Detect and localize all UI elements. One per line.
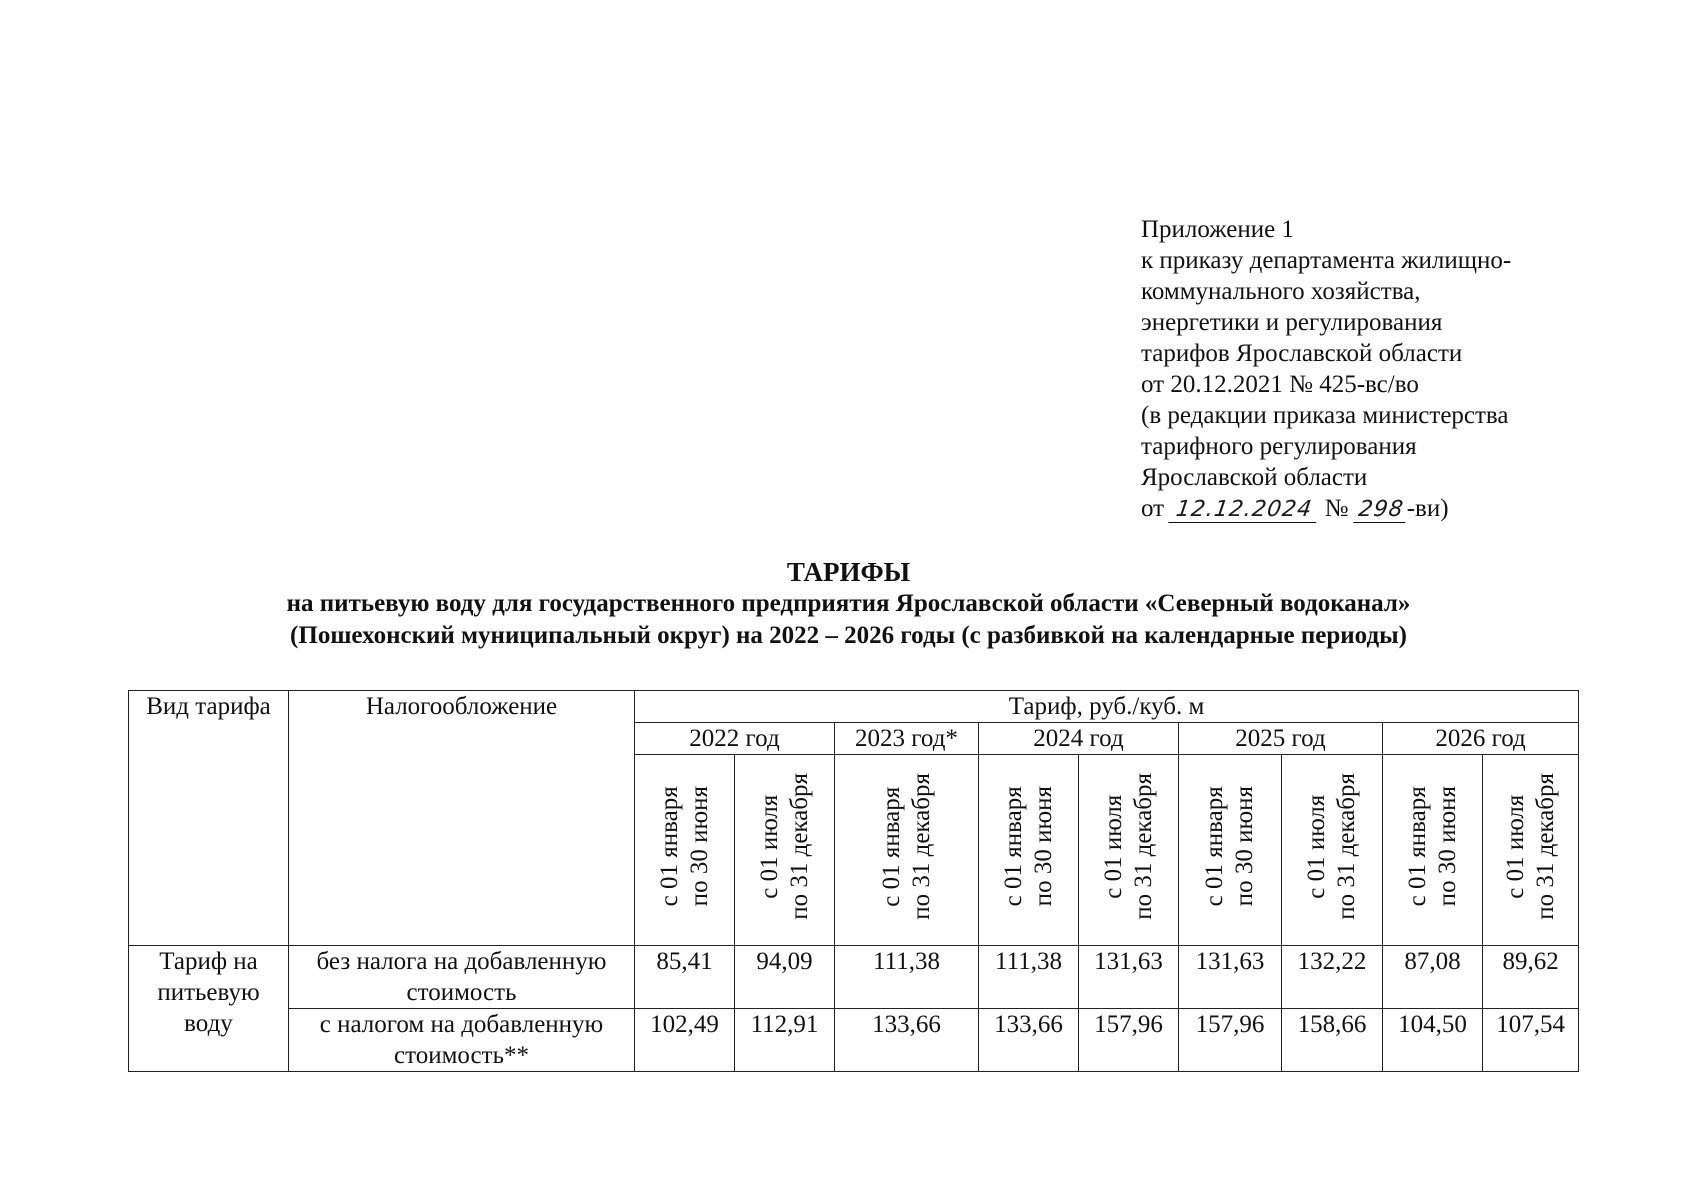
- tariff-value: 94,09: [735, 946, 835, 1009]
- tariff-value: 89,62: [1483, 946, 1579, 1009]
- appendix-line: тарифов Ярославской области: [1141, 340, 1463, 367]
- tariff-value: 87,08: [1383, 946, 1483, 1009]
- tariff-type-cell: Тариф на питьевую воду: [129, 946, 289, 1072]
- period-to: по 30 июня: [1433, 785, 1461, 907]
- period-to: по 31 декабря: [1333, 772, 1360, 920]
- appendix-line: (в редакции приказа министерства: [1141, 402, 1509, 429]
- period-from: с 01 июля: [1303, 794, 1330, 899]
- col-header-tariff: Тариф, руб./куб. м: [635, 691, 1579, 723]
- title-heading: ТАРИФЫ: [786, 557, 911, 587]
- period-header: [979, 755, 1079, 946]
- tax-text: с налогом на добавленную: [319, 1011, 604, 1038]
- tariff-value: 131,63: [1079, 946, 1179, 1009]
- col-header-type: Вид тарифа: [129, 691, 289, 946]
- tariff-value: 157,96: [1079, 1009, 1179, 1072]
- period-header: [1079, 755, 1179, 946]
- period-header: [635, 755, 735, 946]
- handwritten-number: 298: [1353, 498, 1409, 523]
- title-line-1: на питьевую воду для государственного предприятия Ярославской области «Северный водоканал»: [286, 590, 1411, 617]
- appendix-last-line: [1141, 493, 1661, 524]
- tariff-value: 111,38: [979, 946, 1079, 1009]
- period-header: [1179, 755, 1282, 946]
- appendix-suffix: -ви): [1406, 495, 1449, 522]
- period-to: по 31 декабря: [1531, 772, 1559, 920]
- tax-text: без налога на добавленную: [316, 948, 607, 975]
- period-header: [1282, 755, 1383, 946]
- period-to: по 31 декабря: [785, 772, 813, 920]
- tariff-value: 112,91: [735, 1009, 835, 1072]
- tax-text: стоимость: [406, 979, 517, 1006]
- tax-text: стоимость**: [394, 1042, 529, 1069]
- tariff-value: 111,38: [835, 946, 979, 1009]
- year-header: 2022 год: [635, 723, 835, 755]
- period-to: по 31 декабря: [907, 772, 935, 920]
- appendix-line: тарифного регулирования: [1141, 433, 1417, 460]
- period-from: с 01 января: [1403, 785, 1431, 907]
- year-header: 2023 год*: [835, 723, 979, 755]
- period-from: с 01 января: [655, 785, 683, 907]
- tariff-value: 132,22: [1282, 946, 1383, 1009]
- appendix-line: к приказу департамента жилищно-: [1141, 247, 1512, 274]
- appendix-header: [1141, 214, 1661, 524]
- tariff-value: 85,41: [635, 946, 735, 1009]
- tariff-value: 157,96: [1179, 1009, 1282, 1072]
- tax-cell: [289, 1009, 635, 1072]
- tariff-value: 158,66: [1282, 1009, 1383, 1072]
- period-header: [1483, 755, 1579, 946]
- period-from: с 01 июля: [755, 794, 783, 899]
- tariff-value: 133,66: [835, 1009, 979, 1072]
- period-from: с 01 января: [999, 785, 1027, 907]
- tariff-value: 104,50: [1383, 1009, 1483, 1072]
- year-header: 2024 год: [979, 723, 1179, 755]
- tariff-value: 102,49: [635, 1009, 735, 1072]
- period-to: по 30 июня: [1231, 785, 1258, 907]
- period-to: по 30 июня: [685, 785, 713, 907]
- tax-cell: [289, 946, 635, 1009]
- header-row-1: [129, 691, 1579, 723]
- period-to: по 30 июня: [1029, 785, 1057, 907]
- document-title: [0, 556, 1697, 652]
- period-from: с 01 июля: [1501, 794, 1529, 899]
- year-header: 2026 год: [1383, 723, 1579, 755]
- period-to: по 31 декабря: [1129, 772, 1157, 920]
- table-row: [129, 946, 1579, 1009]
- period-header: [835, 755, 979, 946]
- tariff-value: 107,54: [1483, 1009, 1579, 1072]
- table-row: [129, 1009, 1579, 1072]
- period-header: [735, 755, 835, 946]
- col-header-tax: Налогообложение: [289, 691, 635, 946]
- handwritten-date: 12.12.2024: [1169, 498, 1321, 523]
- appendix-line: Ярославской области: [1141, 464, 1368, 491]
- tariff-value: 133,66: [979, 1009, 1079, 1072]
- period-header: [1383, 755, 1483, 946]
- appendix-line: коммунального хозяйства,: [1141, 278, 1421, 305]
- appendix-prefix: от: [1141, 495, 1165, 522]
- tariff-table: [128, 690, 1579, 1072]
- period-from: с 01 июля: [1099, 794, 1127, 899]
- appendix-line: от 20.12.2021 № 425-вс/во: [1141, 371, 1419, 398]
- title-line-2: (Пошехонский муниципальный округ) на 2022 – 2026 годы (с разбивкой на календарные периоды): [290, 622, 1407, 649]
- appendix-line: энергетики и регулирования: [1141, 309, 1443, 336]
- period-from: с 01 января: [1201, 785, 1228, 907]
- number-sign: №: [1324, 495, 1349, 522]
- appendix-line: Приложение 1: [1141, 216, 1294, 243]
- tariff-value: 131,63: [1179, 946, 1282, 1009]
- period-from: с 01 января: [877, 785, 905, 907]
- year-header: 2025 год: [1179, 723, 1383, 755]
